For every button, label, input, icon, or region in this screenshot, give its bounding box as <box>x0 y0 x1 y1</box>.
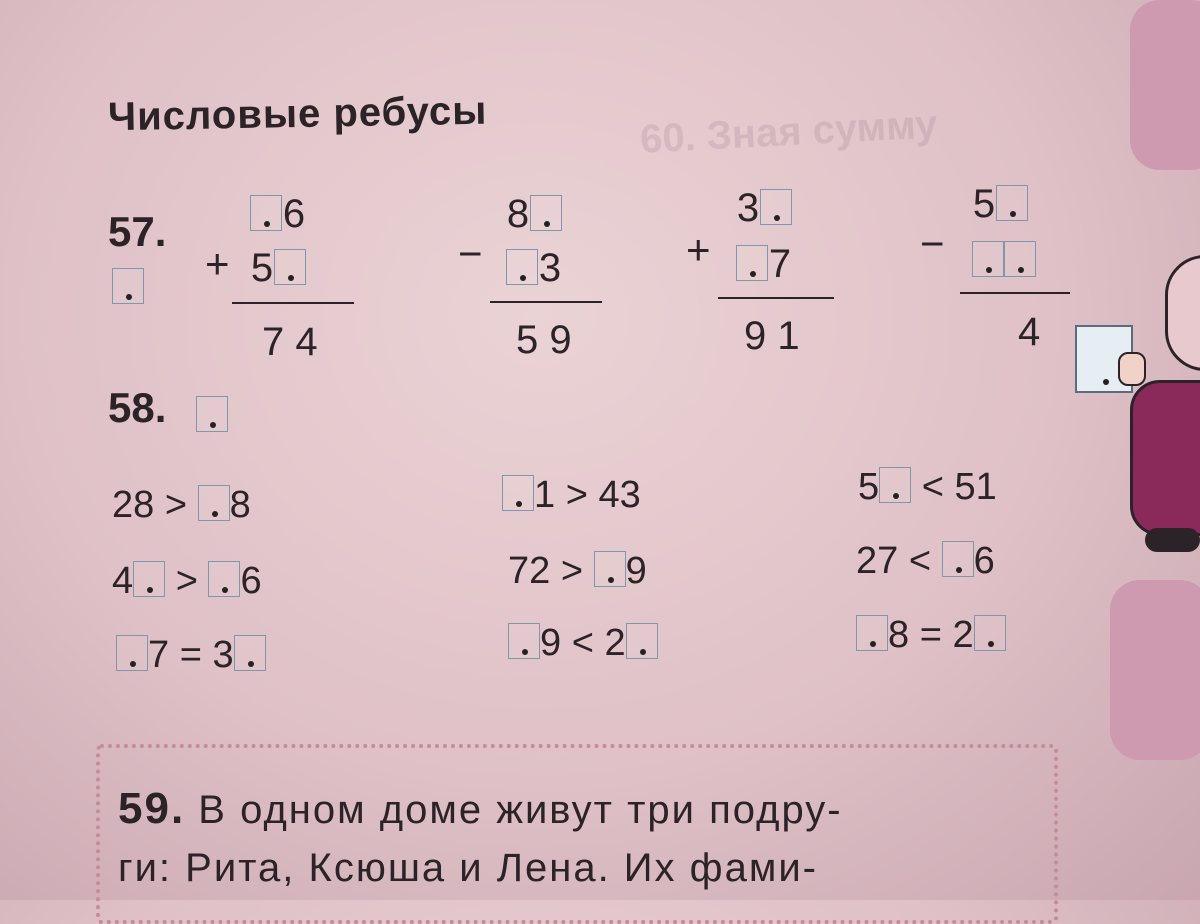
task-59-line-2: ги: Рита, Ксюша и Лена. Их фами- <box>118 846 818 890</box>
inequality-6: 27 < 6 <box>856 540 995 582</box>
problem-2-result: 5 9 <box>516 318 572 362</box>
answer-box[interactable] <box>736 245 768 281</box>
answer-box[interactable] <box>502 475 534 511</box>
problem-1-line <box>232 302 354 304</box>
equation-7: 7 = 3 <box>116 634 266 677</box>
puzzle-piece-decoration <box>1110 580 1200 760</box>
answer-box[interactable] <box>942 541 974 577</box>
teacher-character-shoe <box>1145 528 1200 552</box>
task-57-number: 57. <box>108 208 167 255</box>
task-57-marker-box <box>112 268 144 305</box>
problem-4-sign: − <box>920 220 945 267</box>
answer-box[interactable] <box>972 241 1004 277</box>
problem-3-line <box>718 297 834 299</box>
answer-box[interactable] <box>116 635 148 671</box>
answer-box[interactable] <box>626 623 658 659</box>
problem-1-result: 7 4 <box>262 320 318 364</box>
answer-box[interactable] <box>234 635 266 671</box>
answer-box[interactable] <box>1004 241 1036 277</box>
inequality-4: 4 > 6 <box>112 560 262 602</box>
task-59-number: 59. <box>118 784 186 833</box>
teacher-character-head <box>1165 255 1200 371</box>
problem-4-line <box>960 292 1070 294</box>
answer-box[interactable] <box>996 185 1028 221</box>
problem-4-row2 <box>972 238 1036 283</box>
answer-box[interactable] <box>879 467 911 503</box>
page-title: Числовые ребусы <box>107 88 488 140</box>
problem-2-sign: − <box>458 230 483 277</box>
equation-9: 8 = 2 <box>856 614 1006 657</box>
teacher-character-hand <box>1118 352 1146 386</box>
problem-2-line <box>490 301 602 303</box>
answer-box[interactable] <box>974 615 1006 651</box>
answer-box[interactable] <box>594 551 626 587</box>
answer-box[interactable] <box>760 189 792 225</box>
problem-2-row1: 8 <box>506 192 562 237</box>
problem-1-row2: 5 <box>250 246 306 291</box>
inequality-8: 9 < 2 <box>508 622 658 665</box>
problem-3-row2: 7 <box>736 242 792 287</box>
inequality-3: 5 < 51 <box>858 466 997 508</box>
inequality-5: 72 > 9 <box>508 550 647 592</box>
task-59-line-1: В одном доме живут три подру- <box>198 788 843 832</box>
task-58-marker-box <box>196 396 228 433</box>
faint-back-page-text: 60. Зная сумму <box>639 102 939 162</box>
task-59-text <box>118 780 843 897</box>
inequality-2: 1 > 43 <box>502 474 641 517</box>
teacher-character-body <box>1130 380 1200 536</box>
answer-box[interactable] <box>274 249 306 285</box>
problem-2-row2: 3 <box>506 246 562 291</box>
answer-box[interactable] <box>506 249 538 285</box>
problem-1-row1: 6 <box>250 192 306 237</box>
puzzle-piece-decoration <box>1130 0 1200 170</box>
problem-3-result: 9 1 <box>744 314 800 358</box>
answer-box[interactable] <box>530 195 562 231</box>
answer-box[interactable] <box>133 561 165 597</box>
answer-box[interactable] <box>856 615 888 651</box>
problem-3-row1: 3 <box>736 186 792 231</box>
task-58-number: 58. <box>108 384 167 431</box>
problem-4-result: 4 <box>1018 310 1041 354</box>
problem-3-sign: + <box>686 226 711 273</box>
answer-box[interactable] <box>250 195 282 231</box>
answer-box[interactable] <box>198 485 230 521</box>
answer-box[interactable] <box>508 623 540 659</box>
inequality-1: 28 > 8 <box>112 484 251 526</box>
problem-1-sign: + <box>205 240 230 287</box>
answer-box[interactable] <box>208 561 240 597</box>
problem-4-row1: 5 <box>972 182 1028 227</box>
